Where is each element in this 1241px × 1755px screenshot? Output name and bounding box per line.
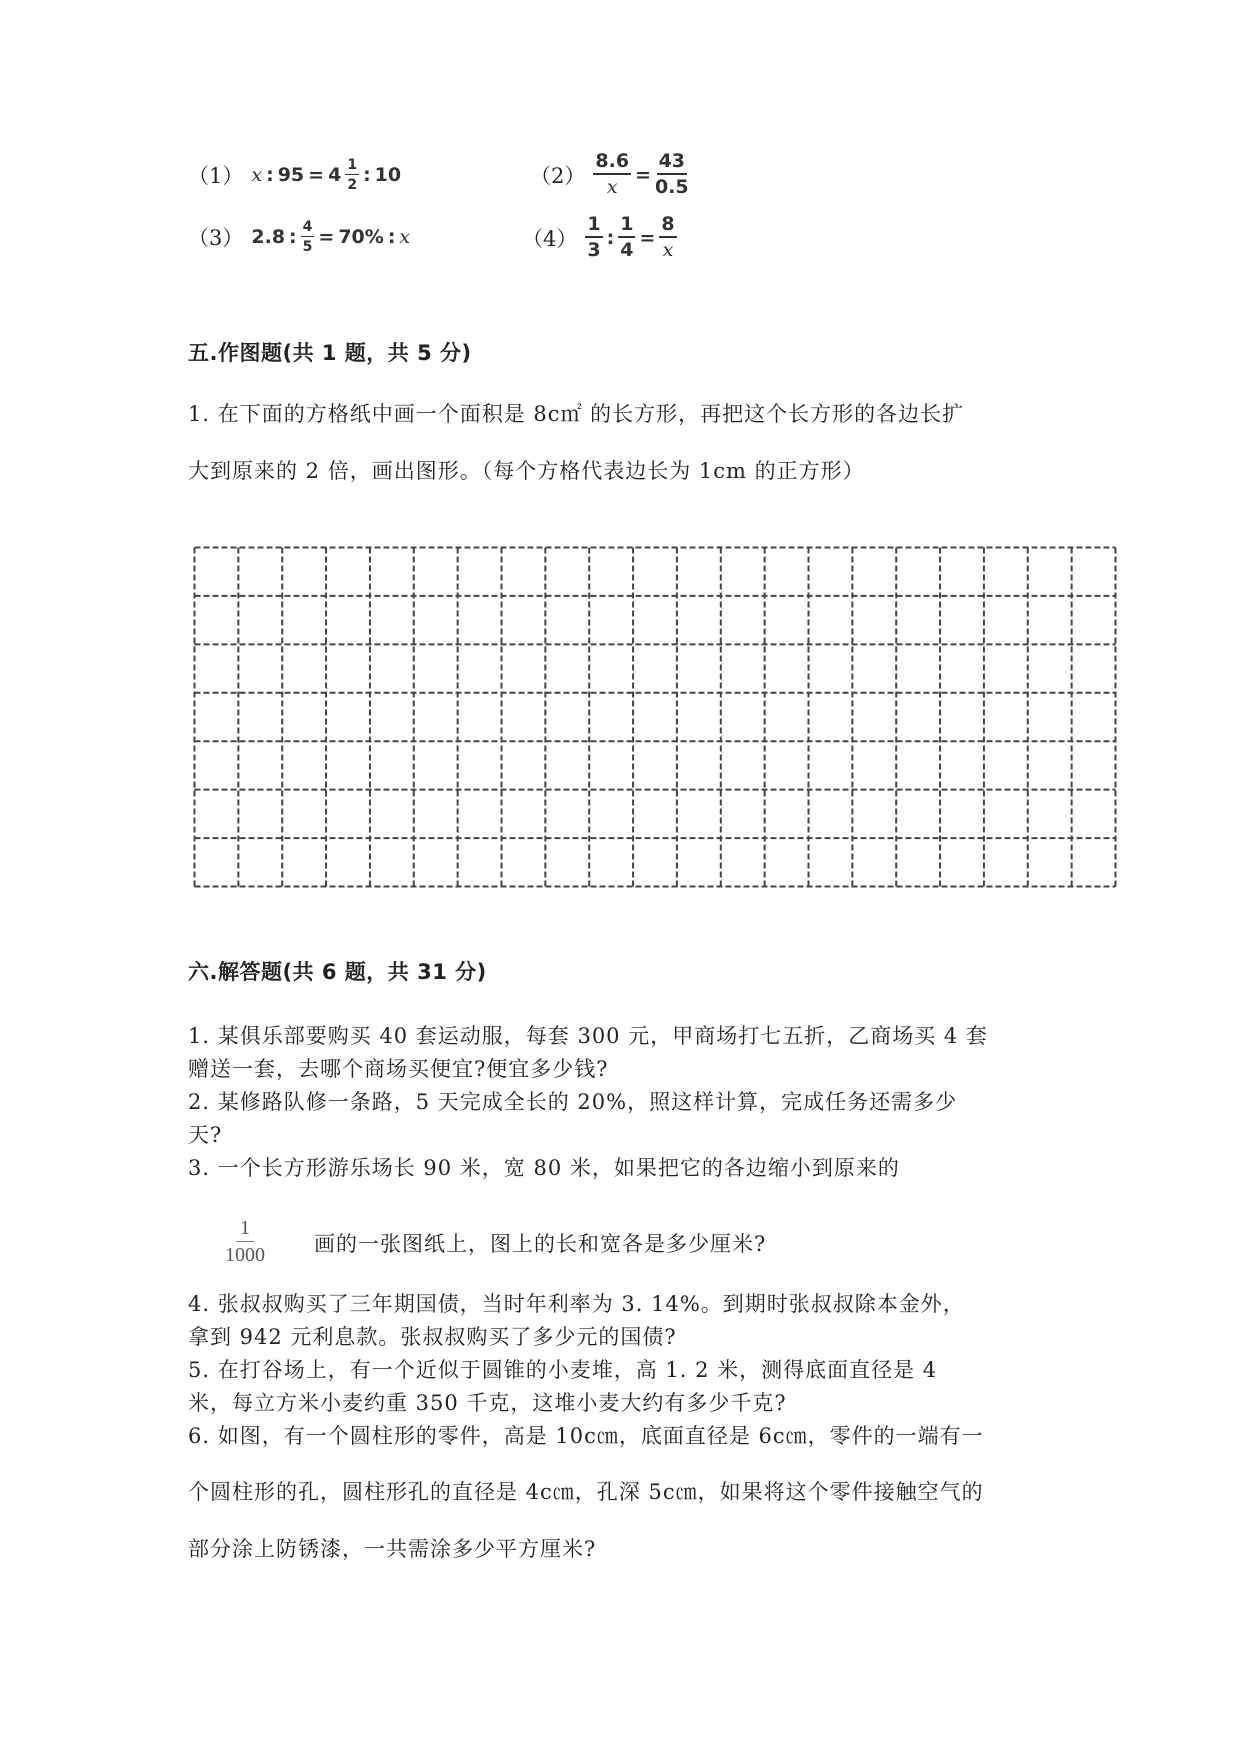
section-5-question-1-line-2: 大到原来的 2 倍，画出图形。（每个方格代表边长为 1cm 的正方形） [188, 459, 865, 483]
question-6-line-3: 部分涂上防锈漆，一共需涂多少平方厘米? [188, 1537, 597, 1561]
ratio-sign: : [289, 226, 297, 248]
equation-label: （2） [530, 163, 586, 188]
equation-label: （1） [188, 164, 244, 188]
fraction: $\frac{4}{5}$ [302, 219, 313, 255]
equals-sign: = [318, 226, 335, 248]
fraction: $\frac{43}{0.5}$ [654, 150, 689, 198]
section-5-question-1-line-1: 1. 在下面的方格纸中画一个面积是 8c㎡ 的长方形，再把这个长方形的各边长扩 [188, 402, 965, 426]
fraction: $\frac{1}{2}$ [347, 157, 358, 193]
equals-sign: = [635, 163, 651, 186]
number: 4 [328, 164, 342, 186]
equals-sign: = [308, 164, 325, 186]
scale-fraction [225, 1218, 265, 1265]
variable: x [399, 226, 411, 248]
section-6-title: 六.解答题(共 6 题，共 31 分) [188, 960, 487, 984]
equation-4 [522, 215, 677, 260]
equation-1 [188, 158, 401, 192]
grid-svg[interactable] [193, 546, 1117, 888]
fraction: $\frac{8}{x}$ [661, 213, 675, 261]
question-4-line-2: 拿到 942 元利息款。张叔叔购买了多少元的国债? [188, 1325, 677, 1349]
variable: x [251, 164, 263, 186]
ratio-sign: : [387, 226, 396, 248]
equation-3 [188, 220, 410, 254]
ratio-sign: : [363, 164, 371, 186]
ratio-sign: : [266, 164, 274, 186]
question-5-line-1: 5. 在打谷场上，有一个近似于圆锥的小麦堆，高 1. 2 米，测得底面直径是 4 [188, 1358, 938, 1382]
question-3-line-2: 画的一张图纸上，图上的长和宽各是多少厘米? [314, 1232, 767, 1256]
question-6-line-2: 个圆柱形的孔，圆柱形孔的直径是 4c㎝，孔深 5c㎝，如果将这个零件接触空气的 [188, 1480, 984, 1504]
equation-label: （3） [188, 226, 244, 250]
equation-expression [585, 215, 676, 260]
fraction: $\frac{8.6}{x}$ [595, 150, 630, 198]
equation-expression [251, 158, 401, 192]
number: 10 [374, 164, 402, 186]
fraction: $\frac{1}{4}$ [620, 213, 634, 261]
fraction-denominator: 1000 [225, 1244, 265, 1266]
equation-2 [530, 152, 689, 197]
fraction: $\frac{1}{3}$ [587, 213, 601, 261]
equation-expression [251, 220, 410, 254]
question-1-line-2: 赠送一套，去哪个商场买便宜?便宜多少钱? [188, 1057, 609, 1081]
question-5-line-2: 米，每立方米小麦约重 350 千克，这堆小麦大约有多少千克? [188, 1391, 787, 1415]
question-4-line-1: 4. 张叔叔购买了三年期国债，当时年利率为 3. 14%。到期时张叔叔除本金外， [188, 1292, 965, 1316]
ratio-sign: : [606, 226, 615, 249]
square-grid-paper[interactable] [193, 546, 1117, 888]
question-2-line-1: 2. 某修路队修一条路，5 天完成全长的 20%，照这样计算，完成任务还需多少 [188, 1090, 958, 1114]
question-1-line-1: 1. 某俱乐部要购买 40 套运动服，每套 300 元，甲商场打七五折，乙商场买 4 套 [188, 1024, 988, 1048]
equation-label: （4） [522, 226, 578, 251]
equation-expression [593, 152, 688, 197]
number: 2.8 [251, 226, 286, 248]
number: 70% [338, 226, 384, 248]
fraction-numerator: 1 [236, 1218, 254, 1242]
equals-sign: = [639, 226, 656, 249]
section-5-title: 五.作图题(共 1 题，共 5 分) [188, 341, 472, 365]
number: 95 [277, 164, 305, 186]
question-6-line-1: 6. 如图，有一个圆柱形的零件，高是 10c㎝，底面直径是 6c㎝，零件的一端有一 [188, 1424, 984, 1448]
question-2-line-2: 天? [188, 1123, 223, 1147]
question-3-line-1: 3. 一个长方形游乐场长 90 米，宽 80 米，如果把它的各边缩小到原来的 [188, 1156, 900, 1180]
